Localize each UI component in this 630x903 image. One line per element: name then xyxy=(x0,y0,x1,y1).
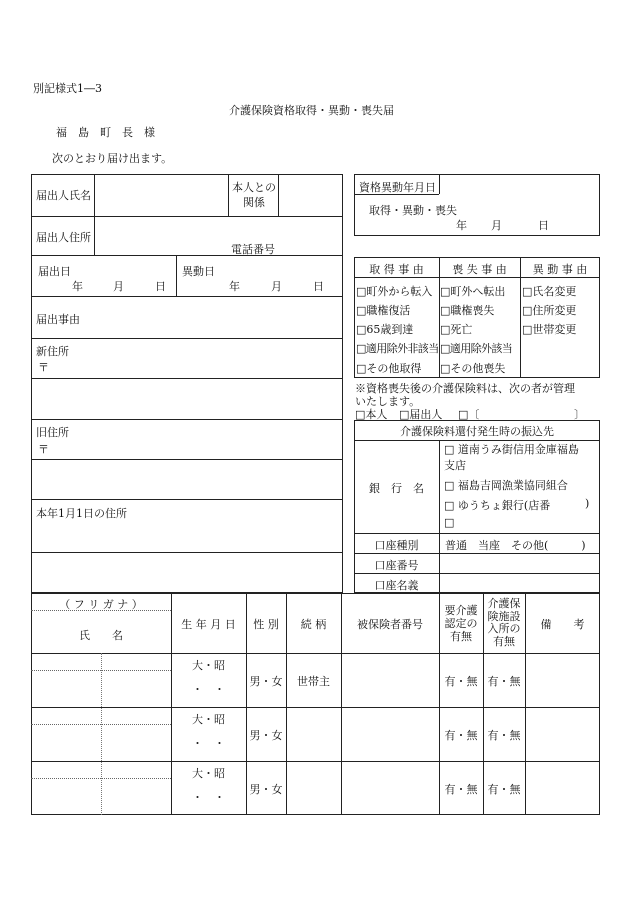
lose-option[interactable]: □ その他喪失 xyxy=(440,360,505,376)
new-postal-mark: 〒 xyxy=(38,361,49,374)
row1-sex[interactable]: 男・女 xyxy=(249,675,283,688)
premium-note-line2: いたします。 xyxy=(355,395,421,408)
account-name-label: 口座名義 xyxy=(374,579,419,592)
row3-date-dots: ・ ・ xyxy=(192,791,225,804)
form-number: 別記様式1―3 xyxy=(33,82,102,95)
row3-facility[interactable]: 有・無 xyxy=(487,783,521,796)
manager-applicant-checkbox[interactable]: □ 届出人 xyxy=(399,406,442,422)
reason-label: 届出事由 xyxy=(36,313,80,326)
change-date-day: 日 xyxy=(313,280,324,293)
old-postal-mark: 〒 xyxy=(38,443,49,456)
change-types: 取得・異動・喪失 xyxy=(369,204,457,217)
relation-label: 本人との 関係 xyxy=(232,181,276,209)
bank-option-other[interactable] xyxy=(444,516,454,529)
lose-option[interactable]: □ 死亡 xyxy=(440,321,472,337)
row2-date-dots: ・ ・ xyxy=(192,737,225,750)
qual-day: 日 xyxy=(538,219,549,232)
remarks-header: 備 考 xyxy=(540,618,585,631)
phone-label: 電話番号 xyxy=(231,243,275,256)
row2-era[interactable]: 大・昭 xyxy=(192,713,225,726)
change-option[interactable]: □ 世帯変更 xyxy=(522,321,576,337)
relation-header: 続 柄 xyxy=(300,618,327,631)
change-header: 異 動 事 由 xyxy=(532,263,588,276)
row1-facility[interactable]: 有・無 xyxy=(487,675,521,688)
row3-sex[interactable]: 男・女 xyxy=(249,783,283,796)
row2-facility[interactable]: 有・無 xyxy=(487,729,521,742)
acquire-option[interactable]: □ 適用除外非該当 xyxy=(356,340,439,356)
row1-era[interactable]: 大・昭 xyxy=(192,659,225,672)
acquire-option[interactable]: □ 職権復活 xyxy=(356,302,410,318)
insured-number-header: 被保険者番号 xyxy=(357,618,423,631)
old-address-label: 旧住所 xyxy=(36,426,69,439)
account-name-field[interactable] xyxy=(440,574,599,592)
row1-relation: 世帯主 xyxy=(297,675,330,688)
change-date-year: 年 xyxy=(229,280,240,293)
form-title: 介護保険資格取得・異動・喪失届 xyxy=(229,104,394,117)
lose-header: 喪 失 事 由 xyxy=(452,263,507,276)
relation-field[interactable] xyxy=(279,175,342,215)
yucho-close-paren: ) xyxy=(585,497,590,510)
applicant-address-label: 届出人住所 xyxy=(36,231,91,244)
account-number-label: 口座番号 xyxy=(374,559,419,572)
acquire-option[interactable]: □ その他取得 xyxy=(356,360,421,376)
manager-self-checkbox[interactable]: □ 本人 xyxy=(355,406,387,422)
submit-date-year: 年 xyxy=(72,280,83,293)
row3-care-cert[interactable]: 有・無 xyxy=(444,783,478,796)
qual-year: 年 xyxy=(456,219,467,232)
bank-branch-label: 支店 xyxy=(444,459,466,472)
row2-care-cert[interactable]: 有・無 xyxy=(444,729,478,742)
change-option[interactable]: □ 住所変更 xyxy=(522,302,576,318)
change-date-label: 異動日 xyxy=(182,265,215,278)
submit-date-label: 届出日 xyxy=(38,265,71,278)
qualification-change-date-label: 資格異動年月日 xyxy=(359,181,436,194)
premium-note-line1: ※資格喪失後の介護保険料は、次の者が管理 xyxy=(355,382,575,395)
row1-date-dots: ・ ・ xyxy=(192,683,225,696)
row2-sex[interactable]: 男・女 xyxy=(249,729,283,742)
qual-month: 月 xyxy=(491,219,502,232)
change-option[interactable]: □ 氏名変更 xyxy=(522,283,576,299)
bank-option-donan[interactable]: □ 道南うみ街信用金庫福島 xyxy=(444,441,579,457)
care-cert-header: 要介護 認定の 有無 xyxy=(444,604,478,643)
furigana-header: （ フ リ ガ ナ ） xyxy=(59,598,143,611)
new-address-label: 新住所 xyxy=(36,345,69,358)
bank-option-fukushima-yoshioka[interactable]: □ 福島吉岡漁業協同組合 xyxy=(444,477,568,493)
account-number-field[interactable] xyxy=(440,554,599,572)
acquire-header: 取 得 事 由 xyxy=(369,263,424,276)
bank-label: 銀 行 名 xyxy=(369,482,424,495)
submit-date-month: 月 xyxy=(113,280,124,293)
lose-option[interactable]: □ 町外へ転出 xyxy=(440,283,505,299)
manager-other-close: 〕 xyxy=(574,408,585,421)
name-header: 氏 名 xyxy=(79,629,123,642)
lose-option[interactable]: □ 適用除外該当 xyxy=(440,340,512,356)
applicant-address-field[interactable] xyxy=(95,217,342,254)
account-type-options[interactable]: 普通 当座 その他( ) xyxy=(445,539,586,552)
row3-era[interactable]: 大・昭 xyxy=(192,767,225,780)
row1-care-cert[interactable]: 有・無 xyxy=(444,675,478,688)
lose-option[interactable]: □ 職権喪失 xyxy=(440,302,494,318)
jan1-address-label: 本年1月1日の住所 xyxy=(36,507,127,520)
manager-other-checkbox[interactable]: □ 〔 xyxy=(458,406,479,422)
birthdate-header: 生 年 月 日 xyxy=(181,618,236,631)
submit-date-day: 日 xyxy=(155,280,166,293)
change-date-month: 月 xyxy=(271,280,282,293)
acquire-option[interactable]: □ 町外から転入 xyxy=(356,283,432,299)
account-type-label: 口座種別 xyxy=(374,539,419,552)
facility-header: 介護保 険施設 入所の 有無 xyxy=(487,597,521,648)
applicant-name-label: 届出人氏名 xyxy=(36,189,91,202)
lead-text: 次のとおり届け出ます。 xyxy=(52,152,173,165)
acquire-option[interactable]: □ 65歳到達 xyxy=(356,321,413,337)
refund-title: 介護保険料還付発生時の振込先 xyxy=(400,425,554,438)
bank-option-yucho[interactable]: □ ゆうちょ銀行(店番 xyxy=(444,497,550,513)
addressee: 福 島 町 長 様 xyxy=(56,126,155,139)
applicant-name-field[interactable] xyxy=(95,175,227,215)
sex-header: 性 別 xyxy=(253,618,279,631)
